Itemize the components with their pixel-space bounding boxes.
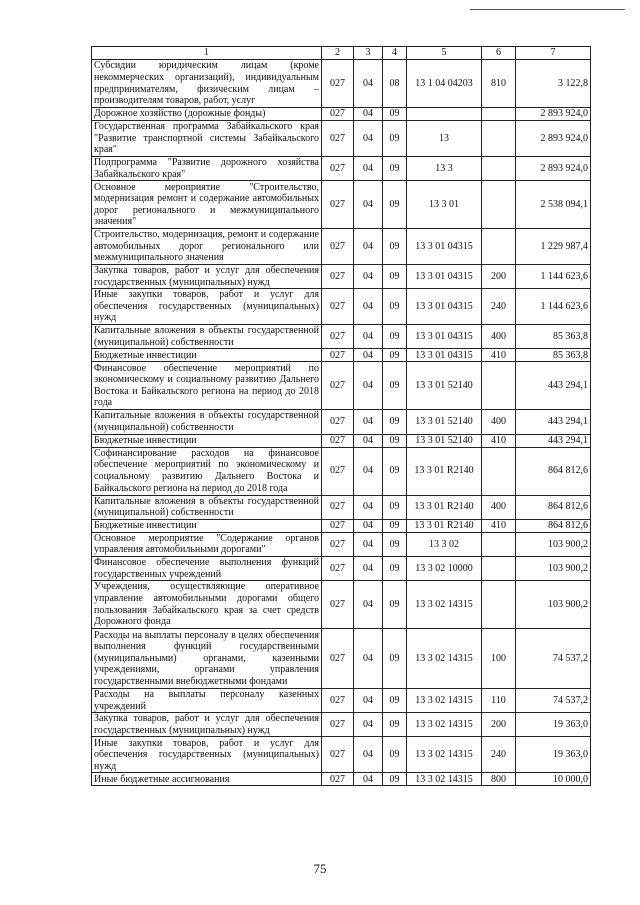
row-subsection-code: 09 [383,229,407,265]
row-expense-type: 110 [482,689,516,713]
row-amount: 2 893 924,0 [516,121,591,157]
row-target-article: 13 3 02 14315 [407,737,482,773]
row-subsection-code: 09 [383,532,407,556]
row-expense-type: 200 [482,713,516,737]
row-expense-type: 800 [482,773,516,786]
row-section-code: 04 [354,410,383,434]
table-header-row [92,47,591,60]
row-subsection-code: 09 [383,689,407,713]
row-target-article: 13 3 [407,157,482,181]
row-ministry-code: 027 [322,108,354,121]
row-name: Строительство, модернизация, ремонт и содержание автомобильных дорог регионального или межмуниципального значения [92,229,322,265]
row-subsection-code: 09 [383,495,407,519]
row-target-article: 13 3 02 14315 [407,713,482,737]
row-subsection-code: 08 [383,60,407,108]
row-expense-type [482,121,516,157]
row-expense-type [482,581,516,629]
row-section-code: 04 [354,556,383,580]
row-section-code: 04 [354,229,383,265]
row-expense-type: 410 [482,519,516,532]
row-ministry-code: 027 [322,60,354,108]
row-section-code: 04 [354,737,383,773]
row-ministry-code: 027 [322,157,354,181]
row-amount: 1 229 987,4 [516,229,591,265]
header-cell: 4 [383,47,407,60]
row-name: Дорожное хозяйство (дорожные фонды) [92,108,322,121]
row-ministry-code: 027 [322,629,354,689]
row-subsection-code: 09 [383,737,407,773]
row-name: Субсидии юридическим лицам (кроме некоммерческих организаций), индивидуальным предпринимателям, физическим лицам – производителям товаров, работ, услуг [92,60,322,108]
row-subsection-code: 09 [383,581,407,629]
row-name: Расходы на выплаты персоналу в целях обеспечения выполнения функций государственными (муниципальными) органами, казенными учреждениями, органами управления государственными внебюджетными фондами [92,629,322,689]
table-row [92,349,591,362]
table-row [92,410,591,434]
table-row [92,289,591,325]
row-section-code: 04 [354,289,383,325]
row-name: Основное мероприятие "Содержание органов управления автомобильными дорогами" [92,532,322,556]
header-cell: 5 [407,47,482,60]
table-row [92,629,591,689]
row-target-article: 13 [407,121,482,157]
row-amount: 864 812,6 [516,519,591,532]
row-ministry-code: 027 [322,181,354,229]
row-target-article: 13 3 02 14315 [407,581,482,629]
row-amount: 443 294,1 [516,434,591,447]
row-target-article: 13 1 04 04203 [407,60,482,108]
table-row [92,713,591,737]
row-amount: 85 363,8 [516,349,591,362]
row-name: Основное мероприятие "Строительство, модернизация ремонт и содержание автомобильных дорог регионального и межмуниципального значения" [92,181,322,229]
row-amount: 864 812,6 [516,495,591,519]
row-subsection-code: 09 [383,108,407,121]
row-section-code: 04 [354,181,383,229]
row-target-article: 13 3 01 [407,181,482,229]
table-row [92,325,591,349]
row-amount: 2 538 094,1 [516,181,591,229]
row-subsection-code: 09 [383,362,407,410]
row-name: Расходы на выплаты персоналу казенных учреждений [92,689,322,713]
table-row [92,773,591,786]
row-subsection-code: 09 [383,264,407,288]
row-ministry-code: 027 [322,495,354,519]
row-name: Финансовое обеспечение выполнения функций государственных учреждений [92,556,322,580]
table-row [92,108,591,121]
row-section-code: 04 [354,60,383,108]
row-amount: 443 294,1 [516,410,591,434]
table-row [92,447,591,495]
row-section-code: 04 [354,362,383,410]
header-cell: 6 [482,47,516,60]
table-row [92,519,591,532]
header-cell: 1 [92,47,322,60]
row-ministry-code: 027 [322,362,354,410]
row-section-code: 04 [354,773,383,786]
row-target-article: 13 3 02 14315 [407,773,482,786]
row-target-article: 13 3 01 52140 [407,362,482,410]
row-target-article: 13 3 01 04315 [407,264,482,288]
row-target-article [407,108,482,121]
row-ministry-code: 027 [322,689,354,713]
row-ministry-code: 027 [322,519,354,532]
table-row [92,264,591,288]
table-row [92,181,591,229]
row-target-article: 13 3 02 14315 [407,689,482,713]
row-target-article: 13 3 01 R2140 [407,447,482,495]
row-expense-type [482,556,516,580]
row-name: Софинансирование расходов на финансовое обеспечение мероприятий по экономическому и социальному развитию Дальнего Востока и Байкальского региона на период до 2018 года [92,447,322,495]
row-amount: 864 812,6 [516,447,591,495]
row-ministry-code: 027 [322,264,354,288]
row-expense-type [482,447,516,495]
row-ministry-code: 027 [322,447,354,495]
row-amount: 3 122,8 [516,60,591,108]
row-section-code: 04 [354,264,383,288]
row-subsection-code: 09 [383,325,407,349]
page-number: 75 [313,861,327,876]
row-amount: 10 000,0 [516,773,591,786]
row-expense-type [482,157,516,181]
row-subsection-code: 09 [383,289,407,325]
row-expense-type: 100 [482,629,516,689]
row-subsection-code: 09 [383,434,407,447]
row-expense-type: 400 [482,495,516,519]
row-expense-type: 810 [482,60,516,108]
table-row [92,60,591,108]
row-expense-type: 410 [482,349,516,362]
row-expense-type: 240 [482,737,516,773]
row-subsection-code: 09 [383,629,407,689]
row-amount: 85 363,8 [516,325,591,349]
row-target-article: 13 3 01 R2140 [407,495,482,519]
row-target-article: 13 3 01 52140 [407,434,482,447]
row-subsection-code: 09 [383,773,407,786]
row-name: Бюджетные инвестиции [92,349,322,362]
row-target-article: 13 3 02 [407,532,482,556]
table-row [92,362,591,410]
table-row [92,434,591,447]
row-ministry-code: 027 [322,532,354,556]
table-row [92,689,591,713]
row-amount: 103 900,2 [516,581,591,629]
row-expense-type: 410 [482,434,516,447]
row-target-article: 13 3 01 04315 [407,325,482,349]
header-rule [470,9,625,10]
row-section-code: 04 [354,713,383,737]
row-section-code: 04 [354,447,383,495]
budget-table [91,46,591,786]
row-expense-type [482,181,516,229]
row-expense-type [482,108,516,121]
table-row [92,532,591,556]
row-subsection-code: 09 [383,556,407,580]
row-subsection-code: 09 [383,157,407,181]
row-section-code: 04 [354,121,383,157]
row-ministry-code: 027 [322,737,354,773]
row-section-code: 04 [354,689,383,713]
row-target-article: 13 3 01 04315 [407,349,482,362]
row-amount: 74 537,2 [516,689,591,713]
row-amount: 1 144 623,6 [516,289,591,325]
row-section-code: 04 [354,434,383,447]
row-ministry-code: 027 [322,349,354,362]
table-row [92,157,591,181]
table-row [92,121,591,157]
row-name: Иные закупки товаров, работ и услуг для обеспечения государственных (муниципальных) нужд [92,737,322,773]
row-subsection-code: 09 [383,713,407,737]
row-expense-type: 240 [482,289,516,325]
row-target-article: 13 3 02 14315 [407,629,482,689]
row-ministry-code: 027 [322,229,354,265]
table-row [92,495,591,519]
row-expense-type [482,362,516,410]
row-target-article: 13 3 02 10000 [407,556,482,580]
row-amount: 74 537,2 [516,629,591,689]
row-name: Капитальные вложения в объекты государственной (муниципальной) собственности [92,495,322,519]
header-cell: 7 [516,47,591,60]
row-target-article: 13 3 01 52140 [407,410,482,434]
row-subsection-code: 09 [383,181,407,229]
row-section-code: 04 [354,519,383,532]
row-section-code: 04 [354,325,383,349]
row-section-code: 04 [354,108,383,121]
row-amount: 1 144 623,6 [516,264,591,288]
row-section-code: 04 [354,532,383,556]
row-name: Учреждения, осуществляющие оперативное управление автомобильными дорогами общего пользования Забайкальского края за счет средств Дорожного фонда [92,581,322,629]
row-amount: 2 893 924,0 [516,157,591,181]
row-ministry-code: 027 [322,325,354,349]
table-row [92,581,591,629]
row-name: Финансовое обеспечение мероприятий по экономическому и социальному развитию Дальнего Востока и Байкальского региона на период до 2018 года [92,362,322,410]
row-section-code: 04 [354,157,383,181]
row-target-article: 13 3 01 04315 [407,229,482,265]
row-subsection-code: 09 [383,349,407,362]
row-target-article: 13 3 01 04315 [407,289,482,325]
row-name: Бюджетные инвестиции [92,519,322,532]
row-amount: 103 900,2 [516,556,591,580]
row-ministry-code: 027 [322,713,354,737]
row-expense-type [482,532,516,556]
row-amount: 19 363,0 [516,713,591,737]
row-ministry-code: 027 [322,121,354,157]
header-cell: 3 [354,47,383,60]
table-row [92,556,591,580]
row-name: Подпрограмма "Развитие дорожного хозяйства Забайкальского края" [92,157,322,181]
row-ministry-code: 027 [322,289,354,325]
row-section-code: 04 [354,629,383,689]
row-name: Иные бюджетные ассигнования [92,773,322,786]
row-section-code: 04 [354,495,383,519]
table-row [92,737,591,773]
row-name: Бюджетные инвестиции [92,434,322,447]
row-ministry-code: 027 [322,773,354,786]
table-row [92,229,591,265]
row-subsection-code: 09 [383,410,407,434]
row-subsection-code: 09 [383,121,407,157]
row-section-code: 04 [354,349,383,362]
row-ministry-code: 027 [322,556,354,580]
row-subsection-code: 09 [383,519,407,532]
row-amount: 2 893 924,0 [516,108,591,121]
row-amount: 103 900,2 [516,532,591,556]
row-ministry-code: 027 [322,410,354,434]
row-section-code: 04 [354,581,383,629]
row-name: Капитальные вложения в объекты государственной (муниципальной) собственности [92,325,322,349]
row-expense-type: 400 [482,325,516,349]
row-ministry-code: 027 [322,581,354,629]
row-subsection-code: 09 [383,447,407,495]
row-amount: 443 294,1 [516,362,591,410]
row-expense-type: 200 [482,264,516,288]
row-target-article: 13 3 01 R2140 [407,519,482,532]
row-name: Иные закупки товаров, работ и услуг для обеспечения государственных (муниципальных) нужд [92,289,322,325]
header-cell: 2 [322,47,354,60]
row-name: Капитальные вложения в объекты государственной (муниципальной) собственности [92,410,322,434]
row-name: Закупка товаров, работ и услуг для обеспечения государственных (муниципальных) нужд [92,264,322,288]
row-name: Государственная программа Забайкальского края "Развитие транспортной системы Забайкальского края" [92,121,322,157]
row-name: Закупка товаров, работ и услуг для обеспечения государственных (муниципальных) нужд [92,713,322,737]
row-expense-type: 400 [482,410,516,434]
row-ministry-code: 027 [322,434,354,447]
row-amount: 19 363,0 [516,737,591,773]
row-expense-type [482,229,516,265]
